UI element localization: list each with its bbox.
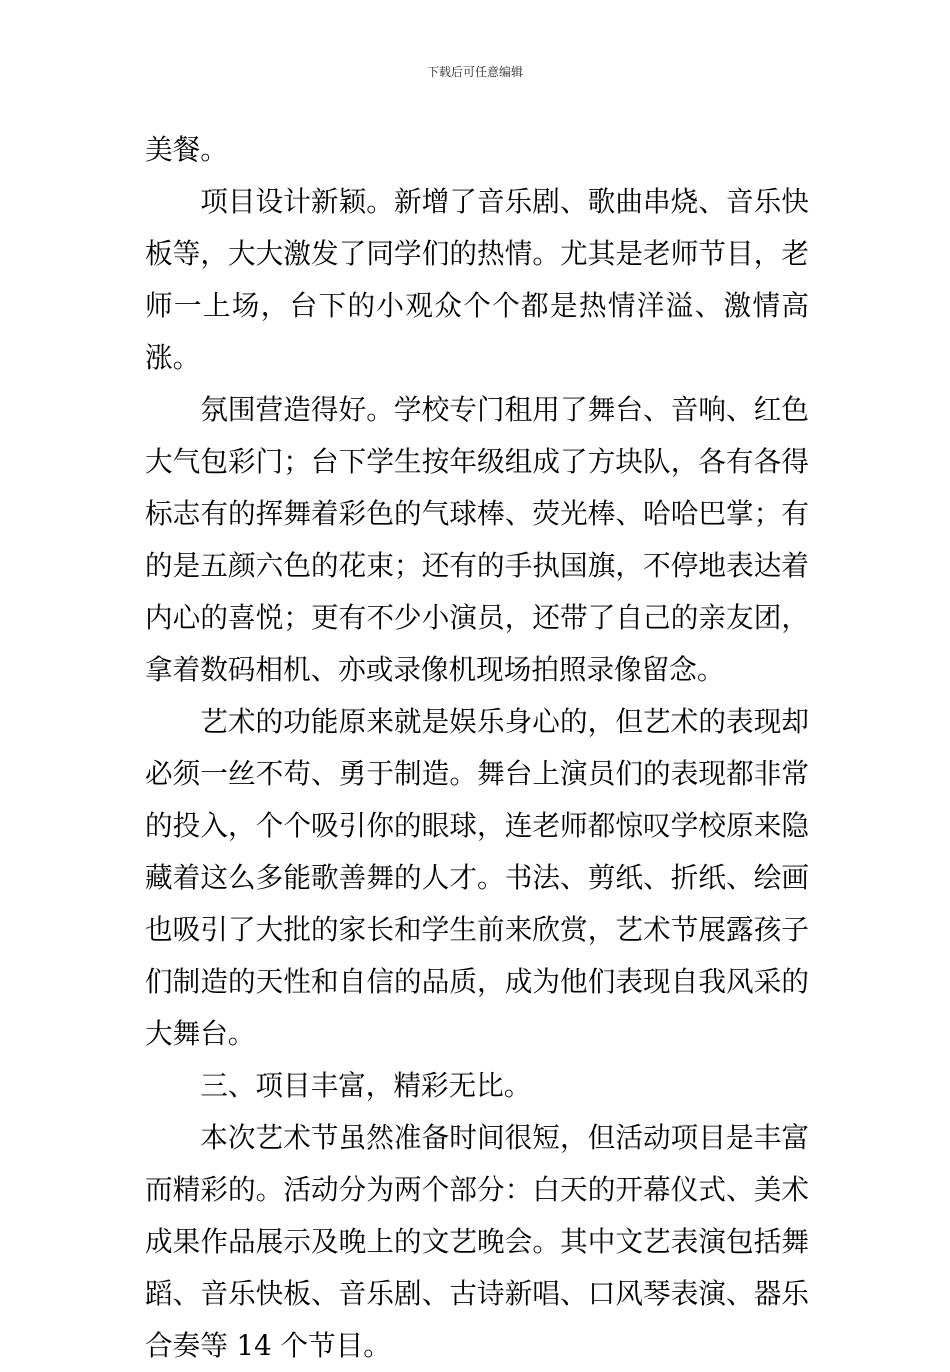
- section-heading: 三、项目丰富，精彩无比。: [200, 1069, 532, 1102]
- paragraph-continuation: 美餐。: [145, 133, 228, 166]
- paragraph-atmosphere: 氛围营造得好。学校专门租用了舞台、音响、红色大气包彩门；台下学生按年级组成了方块队，各有各得标志有的挥舞着彩色的气球棒、荧光棒、哈哈巴掌；有的是五颜六色的花束；还有的手执国旗，不停地表达着内心的喜悦；更有不少小演员，还带了自己的亲友团，拿着数码相机、亦或录像机现场拍照录像留念。: [145, 393, 809, 686]
- body-text: [145, 124, 809, 1372]
- paragraph-project-design: 项目设计新颖。新增了音乐剧、歌曲串烧、音乐快板等，大大激发了同学们的热情。尤其是老师节目，老师一上场，台下的小观众个个都是热情洋溢、激情高涨。: [145, 185, 809, 374]
- paragraph-art-function: 艺术的功能原来就是娱乐身心的，但艺术的表现却必须一丝不苟、勇于制造。舞台上演员们的表现都非常的投入，个个吸引你的眼球，连老师都惊叹学校原来隐藏着这么多能歌善舞的人才。书法、剪纸、折纸、绘画也吸引了大批的家长和学生前来欣赏，艺术节展露孩子们制造的天性和自信的品质，成为他们表现自我风采的大舞台。: [145, 705, 809, 1050]
- paragraph-activities: 本次艺术节虽然准备时间很短，但活动项目是丰富而精彩的。活动分为两个部分：白天的开幕仪式、美术成果作品展示及晚上的文艺晚会。其中文艺表演包括舞蹈、音乐快板、音乐剧、古诗新唱、口风琴表演、器乐合奏等 14 个节目。: [145, 1121, 809, 1362]
- page-header: 下载后可任意编辑: [426, 65, 523, 79]
